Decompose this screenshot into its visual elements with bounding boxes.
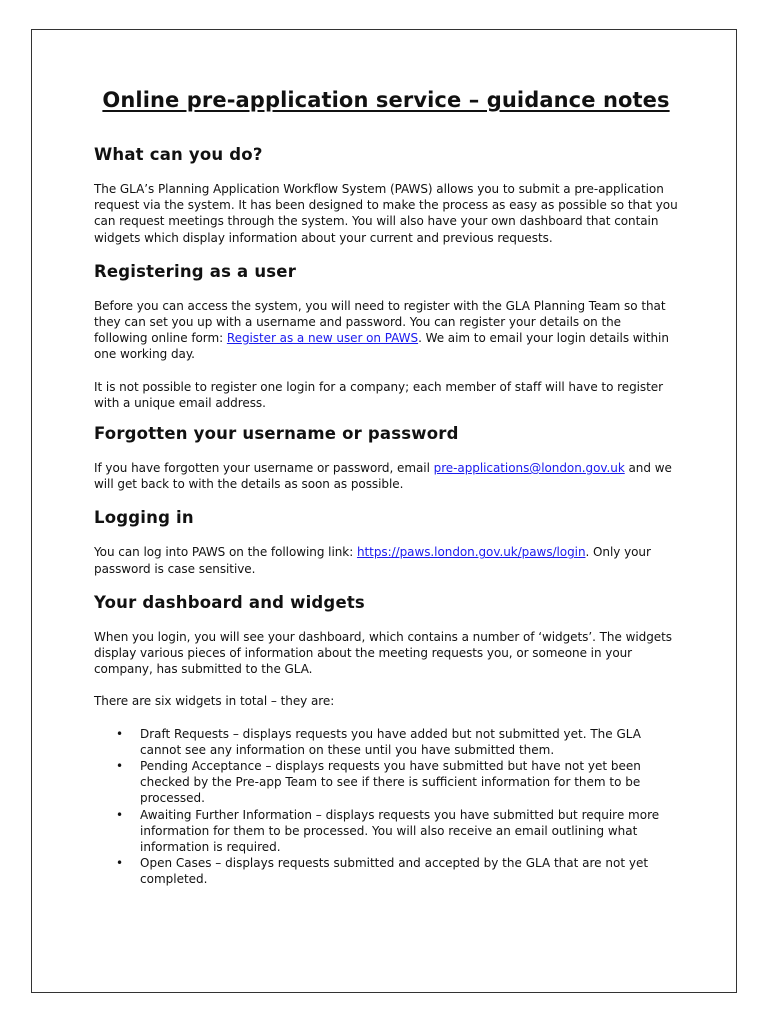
list-item-text: Pending Acceptance – displays requests you have submitted but have not yet been checked by the Pre-app Team to see if there is sufficient information for them to be processed.	[140, 759, 641, 806]
widgets-list	[94, 726, 678, 888]
section-what-can-you-do	[94, 145, 678, 246]
list-item-text: Open Cases – displays requests submitted and accepted by the GLA that are not yet completed.	[140, 856, 649, 887]
login-text-after: . Only your password is case sensitive.	[94, 545, 651, 576]
what-paragraph: The GLA’s Planning Application Workflow System (PAWS) allows you to submit a pre-application request via the system. It has been designed to make the process as easy as possible so that you can request meetings through the system. You will also have your own dashboard that contain widgets which display information about your current and previous requests.	[94, 182, 678, 245]
bullet-icon: •	[116, 759, 124, 774]
section-heading-registering: Registering as a user	[94, 261, 297, 281]
section-heading-logging-in: Logging in	[94, 508, 194, 528]
list-item	[116, 758, 678, 807]
login-url-link[interactable]: https://paws.london.gov.uk/paws/login	[356, 545, 586, 560]
dashboard-paragraph: When you login, you will see your dashboard, which contains a number of ‘widgets’. The widgets display various pieces of information about the meeting requests you, or someone in your company, has submitted to the GLA.	[94, 629, 672, 677]
section-heading-dashboard: Your dashboard and widgets	[94, 592, 365, 612]
section-forgotten	[94, 424, 678, 492]
register-company-paragraph: It is not possible to register one login for a company; each member of staff will have to register with a unique email address.	[94, 379, 664, 410]
login-text-before: You can log into PAWS on the following link:	[94, 545, 357, 560]
forgot-text-before: If you have forgotten your username or password, email	[94, 461, 434, 476]
register-text-after: . We aim to email your login details within one working day.	[94, 331, 669, 362]
forgot-paragraph	[94, 460, 678, 492]
document-content	[94, 88, 678, 888]
bullet-icon: •	[116, 726, 124, 741]
section-heading-what-can-you-do: What can you do?	[94, 145, 263, 164]
list-item-text: Draft Requests – displays requests you have added but not submitted yet. The GLA cannot see any information on these until you have submitted them.	[140, 726, 641, 757]
forgot-text-after: and we will get back to with the details as soon as possible.	[94, 461, 672, 492]
list-item-text: Awaiting Further Information – displays requests you have submitted but require more information for them to be processed. You will also receive an email outlining what information is required.	[140, 807, 660, 855]
register-text-before: Before you can access the system, you will need to register with the GLA Planning Team so that they can set you up with a username and password. You can register your details on the following online form:	[94, 298, 666, 346]
list-item	[116, 726, 678, 758]
email-link[interactable]: pre-applications@london.gov.uk	[433, 461, 625, 476]
widgets-intro-paragraph: There are six widgets in total – they are:	[94, 694, 335, 709]
bullet-icon: •	[116, 807, 124, 822]
register-new-user-link[interactable]: Register as a new user on PAWS	[226, 331, 419, 346]
list-item	[116, 807, 678, 856]
section-logging-in	[94, 508, 678, 576]
document-page	[31, 29, 737, 993]
register-paragraph	[94, 298, 678, 363]
list-item	[116, 855, 678, 887]
bullet-icon: •	[116, 856, 124, 871]
section-heading-forgotten: Forgotten your username or password	[94, 424, 459, 444]
login-paragraph	[94, 544, 678, 576]
section-dashboard	[94, 593, 678, 888]
section-registering	[94, 262, 678, 411]
page-title: Online pre-application service – guidance notes	[102, 88, 670, 112]
